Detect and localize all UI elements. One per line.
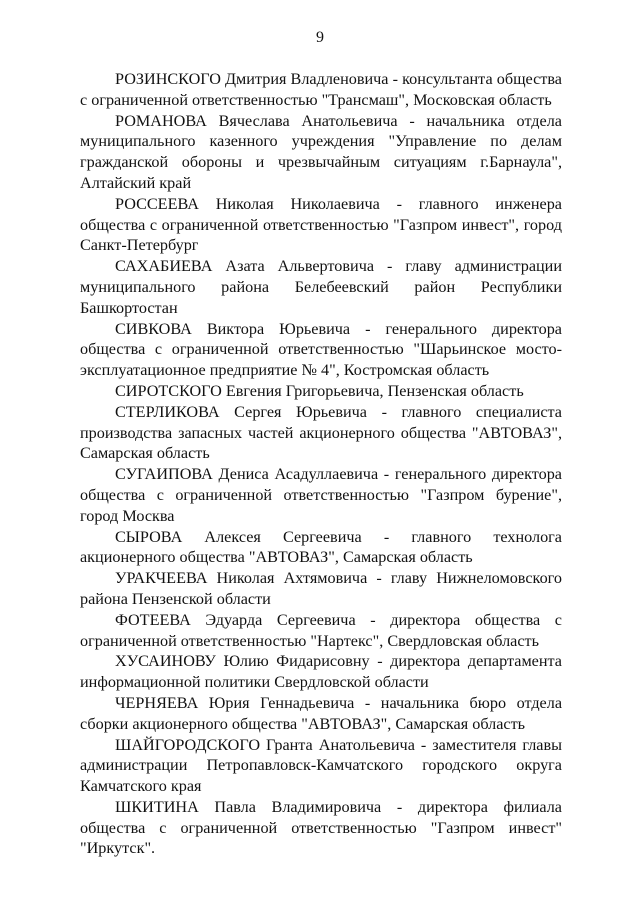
list-item: СУГАИПОВА Дениса Асадуллаевича - генерального директора общества с ограниченной ответственностью "Газпром бурение", город Москва: [80, 465, 562, 525]
list-item: СИВКОВА Виктора Юрьевича - генерального директора общества с ограниченной ответственностью "Шарьинское мосто-эксплуатационное предприятие № 4", Костромская область: [80, 319, 562, 380]
list-item: ФОТЕЕВА Эдуарда Сергеевича - директора общества с ограниченной ответственностью "Нартекс", Свердловская область: [80, 610, 562, 650]
list-item: СТЕРЛИКОВА Сергея Юрьевича - главного специалиста производства запасных частей акционерного общества "АВТОВАЗ", Самарская область: [80, 402, 562, 463]
list-item: СИРОТСКОГО Евгения Григорьевича, Пензенская область: [115, 381, 524, 400]
award-list: [80, 69, 562, 859]
list-item: ШАЙГОРОДСКОГО Гранта Анатольевича - заместителя главы администрации Петропавловск-Камчатского городского округа Камчатского края: [80, 735, 562, 796]
list-item: СЫРОВА Алексея Сергеевича - главного технолога акционерного общества "АВТОВАЗ", Самарская область: [80, 527, 562, 567]
list-item: САХАБИЕВА Азата Альвертовича - главу администрации муниципального района Белебеевский район Республики Башкортостан: [80, 257, 562, 317]
list-item: ШКИТИНА Павла Владимировича - директора филиала общества с ограниченной ответственностью "Газпром инвест" "Иркутск".: [80, 797, 562, 858]
list-item: РОЗИНСКОГО Дмитрия Владленовича - консультанта общества с ограниченной ответственностью "Трансмаш", Московская область: [80, 70, 562, 109]
list-item: РОССЕЕВА Николая Николаевича - главного инженера общества с ограниченной ответственностью "Газпром инвест", город Санкт-Петербург: [80, 194, 562, 255]
list-item: ХУСАИНОВУ Юлию Фидарисовну - директора департамента информационной политики Свердловской области: [80, 652, 562, 692]
page-number: 9: [316, 29, 324, 46]
list-item: УРАКЧЕЕВА Николая Ахтямовича - главу Нижнеломовского района Пензенской области: [80, 569, 562, 608]
list-item: РОМАНОВА Вячеслава Анатольевича - начальника отдела муниципального казенного учреждения "Управление по делам гражданской обороны и чрезвычайным ситуациям г.Барнаула", Алтайский край: [80, 111, 562, 192]
list-item: ЧЕРНЯЕВА Юрия Геннадьевича - начальника бюро отдела сборки акционерного общества "АВТОВАЗ", Самарская область: [80, 693, 562, 733]
